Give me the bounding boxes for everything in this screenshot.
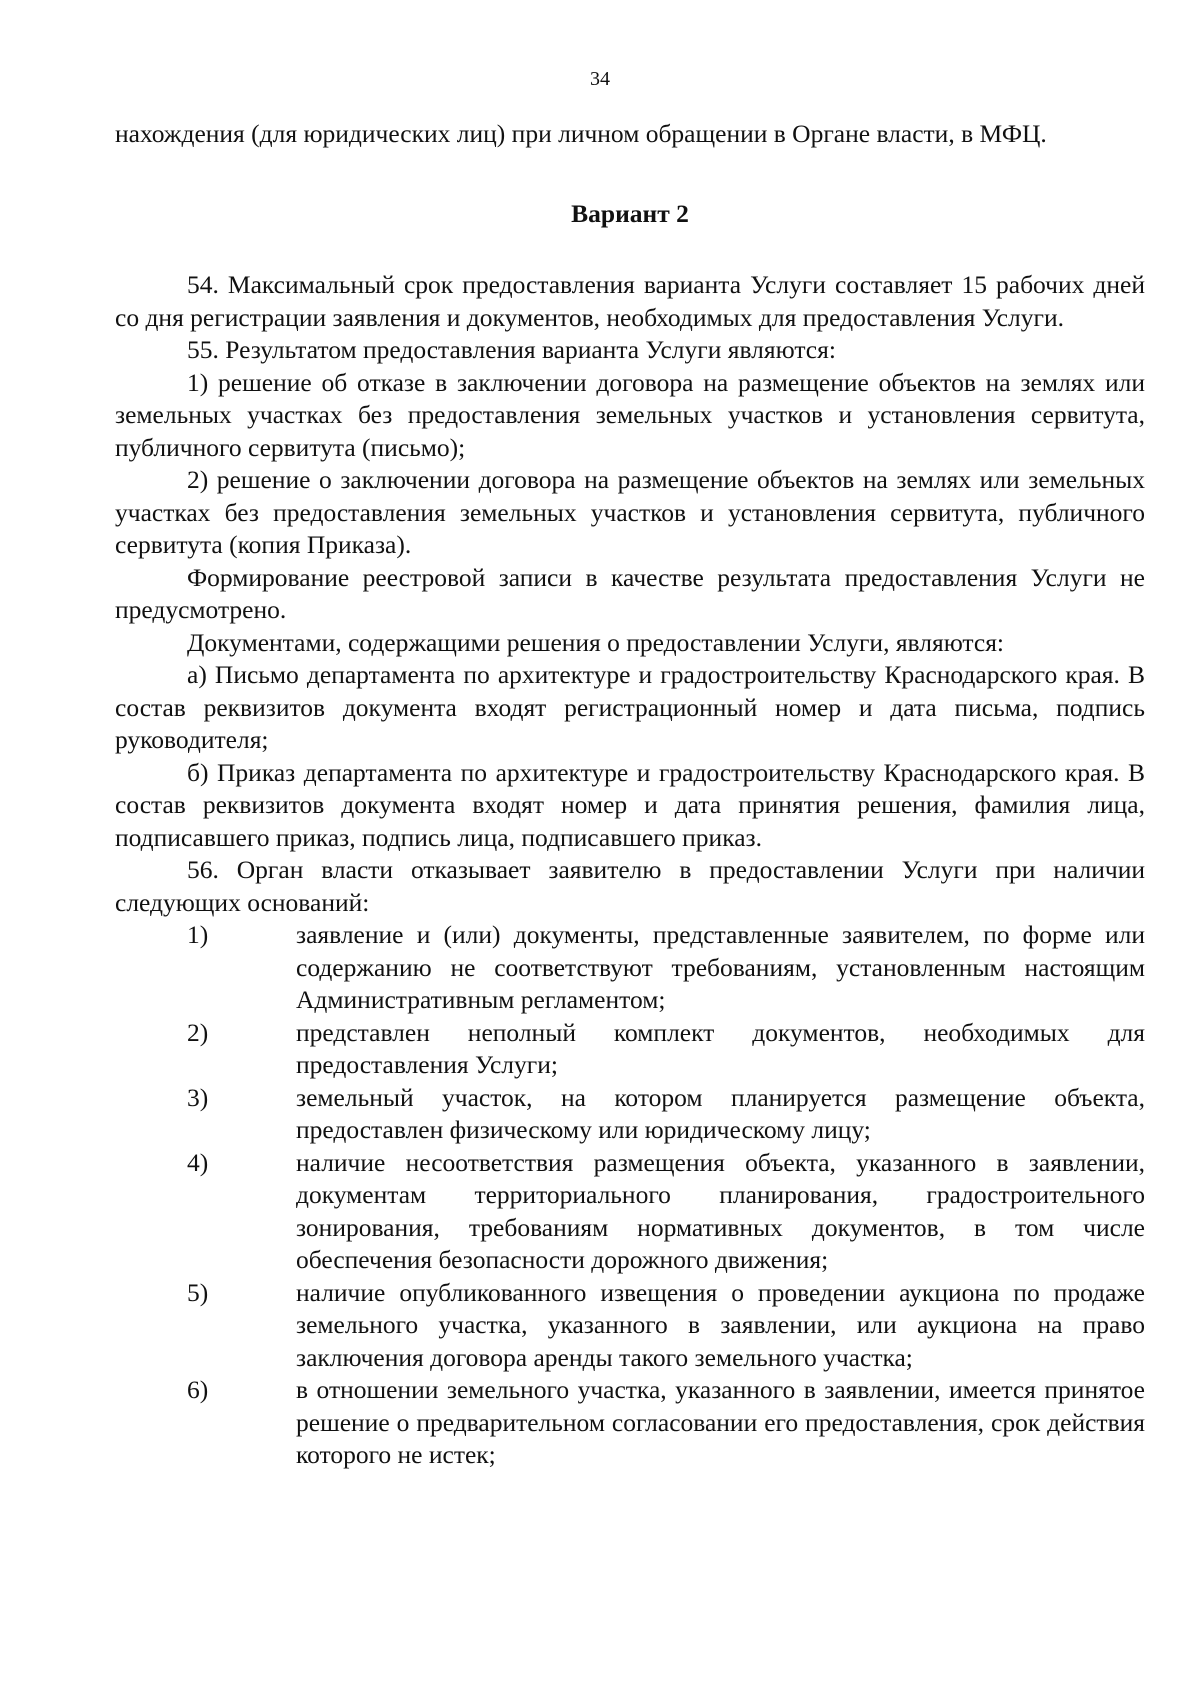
paragraph-documents-a: а) Письмо департамента по архитектуре и градостроительству Краснодарского края. В состав реквизитов документа входят регистрационный номер и дата письма, подпись руководителя; (115, 660, 1145, 754)
ground-text: в отношении земельного участка, указанного в заявлении, имеется принятое решение о предварительном согласовании его предоставления, срок действия которого не истек; (296, 1375, 1145, 1469)
ground-number: 5) (187, 1277, 209, 1307)
paragraph-documents-intro: Документами, содержащими решения о предоставлении Услуги, являются: (187, 627, 1005, 657)
paragraph-55: 55. Результатом предоставления варианта Услуги являются: (187, 335, 836, 364)
paragraph-56: 56. Орган власти отказывает заявителю в предоставлении Услуги при наличии следующих оснований: (115, 855, 1145, 917)
ground-text: наличие несоответствия размещения объекта, указанного в заявлении, документам территориального планирования, градостроительного зонирования, требованиям нормативных документов, в том числе обеспечения безопасности дорожного движения; (296, 1147, 1145, 1274)
ground-number: 4) (187, 1147, 209, 1177)
intro-paragraph: нахождения (для юридических лиц) при личном обращении в Органе власти, в МФЦ. (115, 119, 1047, 148)
ground-text: заявление и (или) документы, представленные заявителем, по форме или содержанию не соответствуют требованиям, установленным настоящим Административным регламентом; (296, 920, 1145, 1014)
ground-number: 2) (187, 1017, 209, 1047)
paragraph-documents-b: б) Приказ департамента по архитектуре и градостроительству Краснодарского края. В состав реквизитов документа входят номер и дата принятия решения, фамилия лица, подписавшего приказ, подпись лица, подписавшего приказ. (115, 757, 1145, 852)
paragraph-55-item-2: 2) решение о заключении договора на размещение объектов на землях или земельных участках без предоставления земельных участков и установления сервитута, публичного сервитута (копия Приказа). (115, 465, 1145, 559)
paragraph-55-item-1: 1) решение об отказе в заключении договора на размещение объектов на землях или земельных участках без предоставления земельных участков и установления сервитута, публичного сервитута (письмо); (115, 367, 1145, 462)
ground-item-4 (115, 1147, 1145, 1277)
document-body (115, 118, 1145, 1472)
ground-item-1 (115, 919, 1145, 1017)
ground-text: наличие опубликованного извещения о проведении аукциона по продаже земельного участка, указанного в заявлении, или аукциона на право заключения договора аренды такого земельного участка; (296, 1277, 1145, 1372)
ground-text: земельный участок, на котором планируется размещение объекта, предоставлен физическому или юридическому лицу; (296, 1082, 1145, 1144)
paragraph-54: 54. Максимальный срок предоставления варианта Услуги составляет 15 рабочих дней со дня регистрации заявления и документов, необходимых для предоставления Услуги. (115, 270, 1145, 332)
ground-number: 6) (187, 1375, 209, 1404)
ground-item-5 (115, 1277, 1145, 1375)
section-heading: Вариант 2 (571, 198, 689, 228)
ground-item-3 (115, 1082, 1145, 1147)
ground-text: представлен неполный комплект документов, необходимых для предоставления Услуги; (296, 1017, 1145, 1079)
page-number: 34 (590, 68, 610, 90)
ground-number: 1) (187, 920, 209, 949)
paragraph-registry-note: Формирование реестровой записи в качестве результата предоставления Услуги не предусмотрено. (115, 562, 1145, 624)
ground-item-6 (115, 1374, 1145, 1472)
ground-item-2 (115, 1017, 1145, 1082)
ground-number: 3) (187, 1082, 209, 1112)
